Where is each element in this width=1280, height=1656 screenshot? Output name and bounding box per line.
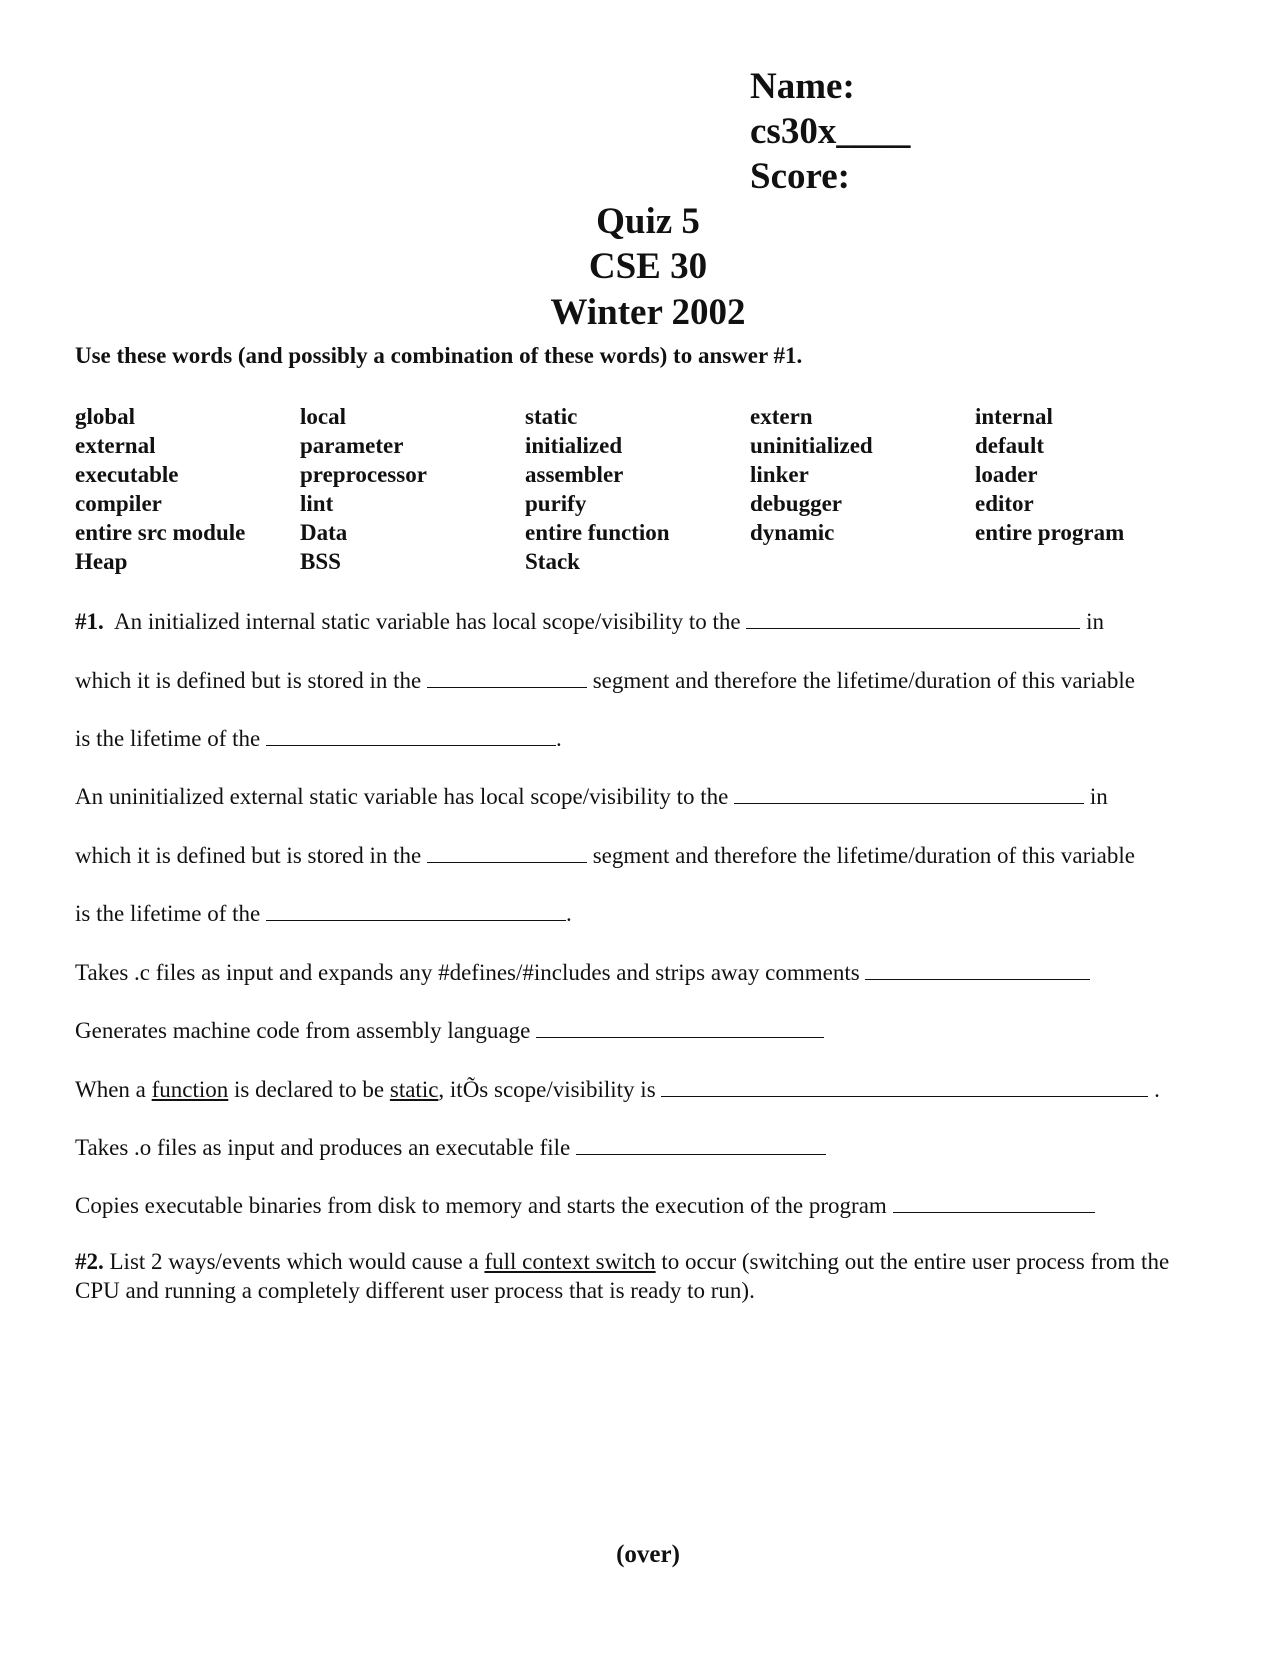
q1-line-9-b: is declared to be bbox=[234, 1077, 385, 1102]
q1-line-8-text: Generates machine code from assembly language bbox=[75, 1018, 531, 1043]
account-label: cs30x____ bbox=[750, 111, 911, 152]
word-bank-item: linker bbox=[750, 462, 809, 487]
score-label: Score: bbox=[750, 156, 850, 197]
q2-paragraph bbox=[75, 1247, 1215, 1305]
word-bank-item: executable bbox=[75, 462, 179, 487]
answer-blank[interactable] bbox=[734, 783, 1084, 804]
word-bank-item: Stack bbox=[525, 549, 580, 574]
word-bank-item: preprocessor bbox=[300, 462, 427, 487]
answer-blank[interactable] bbox=[661, 1076, 1148, 1097]
function-underlined: function bbox=[151, 1077, 229, 1102]
instructions: Use these words (and possibly a combination of these words) to answer #1. bbox=[75, 343, 803, 368]
word-bank-item: assembler bbox=[525, 462, 624, 487]
full-context-switch-underlined: full context switch bbox=[484, 1249, 656, 1274]
q1-line-1 bbox=[75, 607, 1104, 637]
word-bank-item: BSS bbox=[300, 549, 341, 574]
q1-line-6 bbox=[75, 899, 572, 929]
q1-line-1-text: An initialized internal static variable has local scope/visibility to the bbox=[113, 609, 741, 634]
word-bank-item: entire program bbox=[975, 520, 1125, 545]
word-bank-item: local bbox=[300, 404, 346, 429]
over-footer: (over) bbox=[616, 1541, 680, 1568]
q1-line-9-a: When a bbox=[75, 1077, 146, 1102]
word-bank-item: lint bbox=[300, 491, 334, 516]
q1-line-5-text: which it is defined but is stored in the bbox=[75, 843, 422, 868]
q1-line-2 bbox=[75, 666, 1135, 696]
q1-line-2-text: which it is defined but is stored in the bbox=[75, 668, 422, 693]
word-bank-item: initialized bbox=[525, 433, 623, 458]
name-label: Name: bbox=[750, 66, 855, 107]
word-bank-item: Heap bbox=[75, 549, 128, 574]
word-bank-item: static bbox=[525, 404, 578, 429]
word-bank-item bbox=[750, 547, 975, 576]
word-bank-item: compiler bbox=[75, 491, 162, 516]
q1-line-4-text: An uninitialized external static variable has local scope/visibility to the bbox=[75, 784, 729, 809]
term-title: Winter 2002 bbox=[550, 292, 746, 333]
word-bank-item: uninitialized bbox=[750, 433, 873, 458]
quiz-title: Quiz 5 bbox=[596, 201, 700, 242]
word-bank-item: entire function bbox=[525, 520, 670, 545]
q1-line-3 bbox=[75, 724, 562, 754]
course-title: CSE 30 bbox=[588, 246, 708, 287]
q1-line-10 bbox=[75, 1133, 826, 1163]
answer-blank[interactable] bbox=[266, 900, 566, 921]
word-bank-item: debugger bbox=[750, 491, 842, 516]
word-bank-item: editor bbox=[975, 491, 1034, 516]
word-bank-item: external bbox=[75, 433, 156, 458]
q2-text-b: to occur (switching out the entire user process from the CPU and running a completely different user process that is ready to run). bbox=[75, 1249, 1170, 1303]
word-bank-item: entire src module bbox=[75, 520, 246, 545]
q2-text-a: List 2 ways/events which would cause a bbox=[109, 1249, 479, 1274]
q1-line-11-text: Copies executable binaries from disk to memory and starts the execution of the program bbox=[75, 1193, 887, 1218]
q1-number: #1. bbox=[75, 609, 104, 634]
word-bank-item: loader bbox=[975, 462, 1038, 487]
word-bank-item: purify bbox=[525, 491, 587, 516]
q1-line-4 bbox=[75, 782, 1108, 812]
word-bank-item: extern bbox=[750, 404, 813, 429]
q1-line-11 bbox=[75, 1191, 1095, 1221]
word-bank-item: dynamic bbox=[750, 520, 835, 545]
q1-line-2-tail: segment and therefore the lifetime/duration of this variable bbox=[592, 668, 1135, 693]
word-bank bbox=[75, 402, 1200, 576]
answer-blank[interactable] bbox=[266, 725, 556, 746]
word-bank-item: default bbox=[975, 433, 1044, 458]
q1-line-7-text: Takes .c files as input and expands any #defines/#includes and strips away comments bbox=[75, 960, 860, 985]
q1-line-6-tail: . bbox=[565, 901, 572, 926]
q2-number: #2. bbox=[75, 1249, 104, 1274]
word-bank-item: global bbox=[75, 404, 136, 429]
answer-blank[interactable] bbox=[427, 842, 587, 863]
q1-line-6-text: is the lifetime of the bbox=[75, 901, 261, 926]
q1-line-9-c: , itÕs scope/visibility is bbox=[438, 1077, 656, 1102]
word-bank-item: internal bbox=[975, 404, 1053, 429]
q1-line-4-tail: in bbox=[1089, 784, 1108, 809]
answer-blank[interactable] bbox=[536, 1017, 824, 1038]
answer-blank[interactable] bbox=[427, 667, 587, 688]
answer-blank[interactable] bbox=[865, 959, 1090, 980]
q1-line-8 bbox=[75, 1016, 824, 1046]
q1-line-5 bbox=[75, 841, 1135, 871]
answer-blank[interactable] bbox=[576, 1134, 826, 1155]
q1-line-9 bbox=[75, 1075, 1160, 1105]
answer-blank[interactable] bbox=[893, 1192, 1095, 1213]
q1-line-3-text: is the lifetime of the bbox=[75, 726, 261, 751]
word-bank-item bbox=[975, 547, 1200, 576]
q1-line-3-tail: . bbox=[555, 726, 562, 751]
q1-line-9-tail: . bbox=[1154, 1077, 1160, 1102]
static-underlined: static bbox=[389, 1077, 439, 1102]
q1-line-10-text: Takes .o files as input and produces an executable file bbox=[75, 1135, 571, 1160]
word-bank-item: parameter bbox=[300, 433, 404, 458]
q1-line-7 bbox=[75, 958, 1090, 988]
word-bank-item: Data bbox=[300, 520, 348, 545]
answer-blank[interactable] bbox=[746, 608, 1080, 629]
q1-line-5-tail: segment and therefore the lifetime/duration of this variable bbox=[592, 843, 1135, 868]
q1-line-1-tail: in bbox=[1086, 609, 1104, 634]
